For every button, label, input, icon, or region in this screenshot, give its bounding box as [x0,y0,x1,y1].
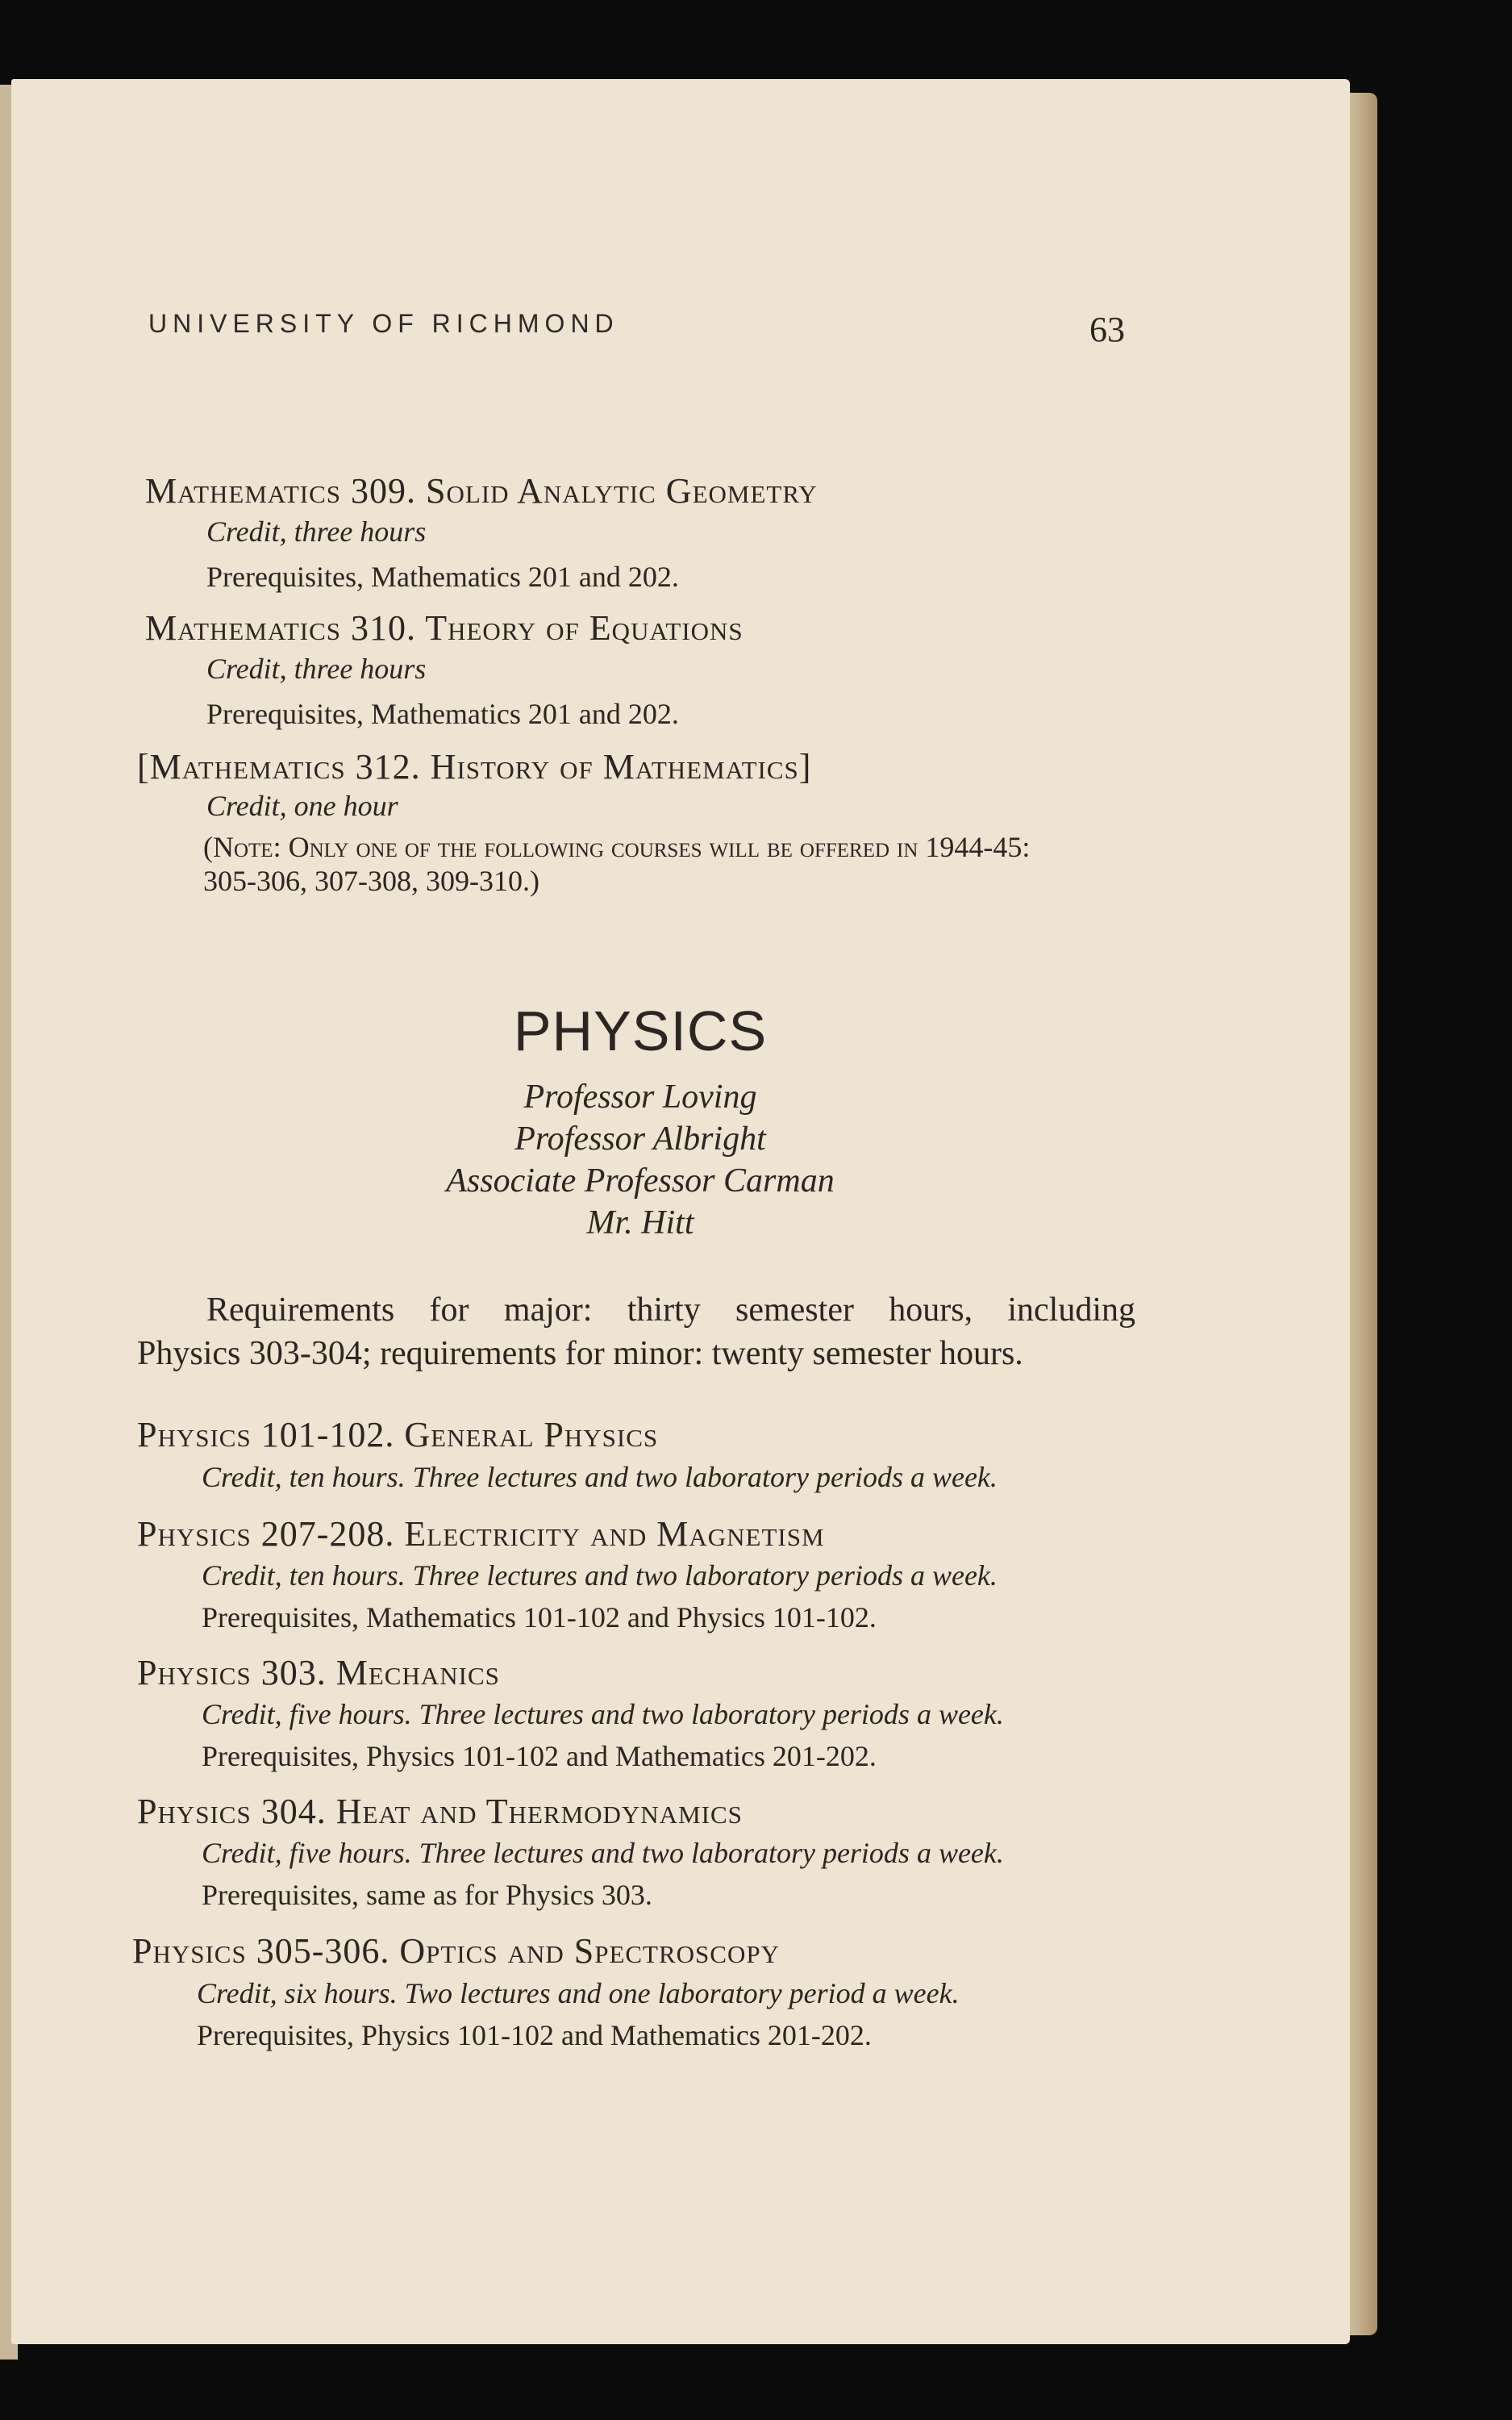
course-prerequisites: Prerequisites, Physics 101-102 and Mathematics 201-202. [197,2019,872,2051]
course-credit: Credit, five hours. Three lectures and two laboratory periods a week. [202,1698,1004,1730]
course-credit: Credit, ten hours. Three lectures and two laboratory periods a week. [202,1559,998,1592]
faculty-member: Professor Loving [523,1079,757,1116]
course-title: [Mathematics 312. History of Mathematics] [137,747,812,786]
course-title: Physics 101-102. General Physics [137,1415,659,1454]
requirements-line: Requirements for major: thirty semester hours, including [206,1291,1135,1329]
course-credit: Credit, three hours [206,515,427,548]
course-credit: Credit, one hour [206,790,398,822]
course-title: Physics 304. Heat and Thermodynamics [137,1792,743,1831]
course-prerequisites: Prerequisites, Mathematics 101-102 and Physics 101-102. [202,1601,877,1634]
course-title: Mathematics 310. Theory of Equations [145,608,744,648]
faculty-member: Associate Professor Carman [446,1162,835,1200]
course-title: Mathematics 309. Solid Analytic Geometry [145,471,818,511]
course-prerequisites: Prerequisites, Mathematics 201 and 202. [206,561,679,593]
note-line: 305-306, 307-308, 309-310.) [203,865,539,897]
note-line: (Note: Only one of the following courses will be offered in 1944-45: [203,831,1031,863]
course-prerequisites: Prerequisites, same as for Physics 303. [202,1879,652,1911]
course-title: Physics 207-208. Electricity and Magnetism [137,1514,825,1554]
requirements-line: Physics 303-304; requirements for minor: twenty semester hours. [137,1335,1023,1372]
course-credit: Credit, ten hours. Three lectures and two laboratory periods a week. [202,1461,998,1493]
course-credit: Credit, six hours. Two lectures and one laboratory period a week. [197,1977,960,2009]
page-number: 63 [1089,310,1125,349]
course-title: Physics 303. Mechanics [137,1653,500,1692]
section-heading: PHYSICS [513,999,768,1062]
running-head: UNIVERSITY OF RICHMOND [148,309,619,338]
course-title: Physics 305-306. Optics and Spectroscopy [132,1931,780,1971]
book-page [11,79,1350,2344]
faculty-member: Professor Albright [514,1120,766,1158]
faculty-member: Mr. Hitt [586,1204,694,1241]
course-credit: Credit, five hours. Three lectures and two laboratory periods a week. [202,1837,1004,1869]
course-credit: Credit, three hours [206,653,427,685]
course-prerequisites: Prerequisites, Physics 101-102 and Mathematics 201-202. [202,1740,877,1772]
course-prerequisites: Prerequisites, Mathematics 201 and 202. [206,698,679,730]
